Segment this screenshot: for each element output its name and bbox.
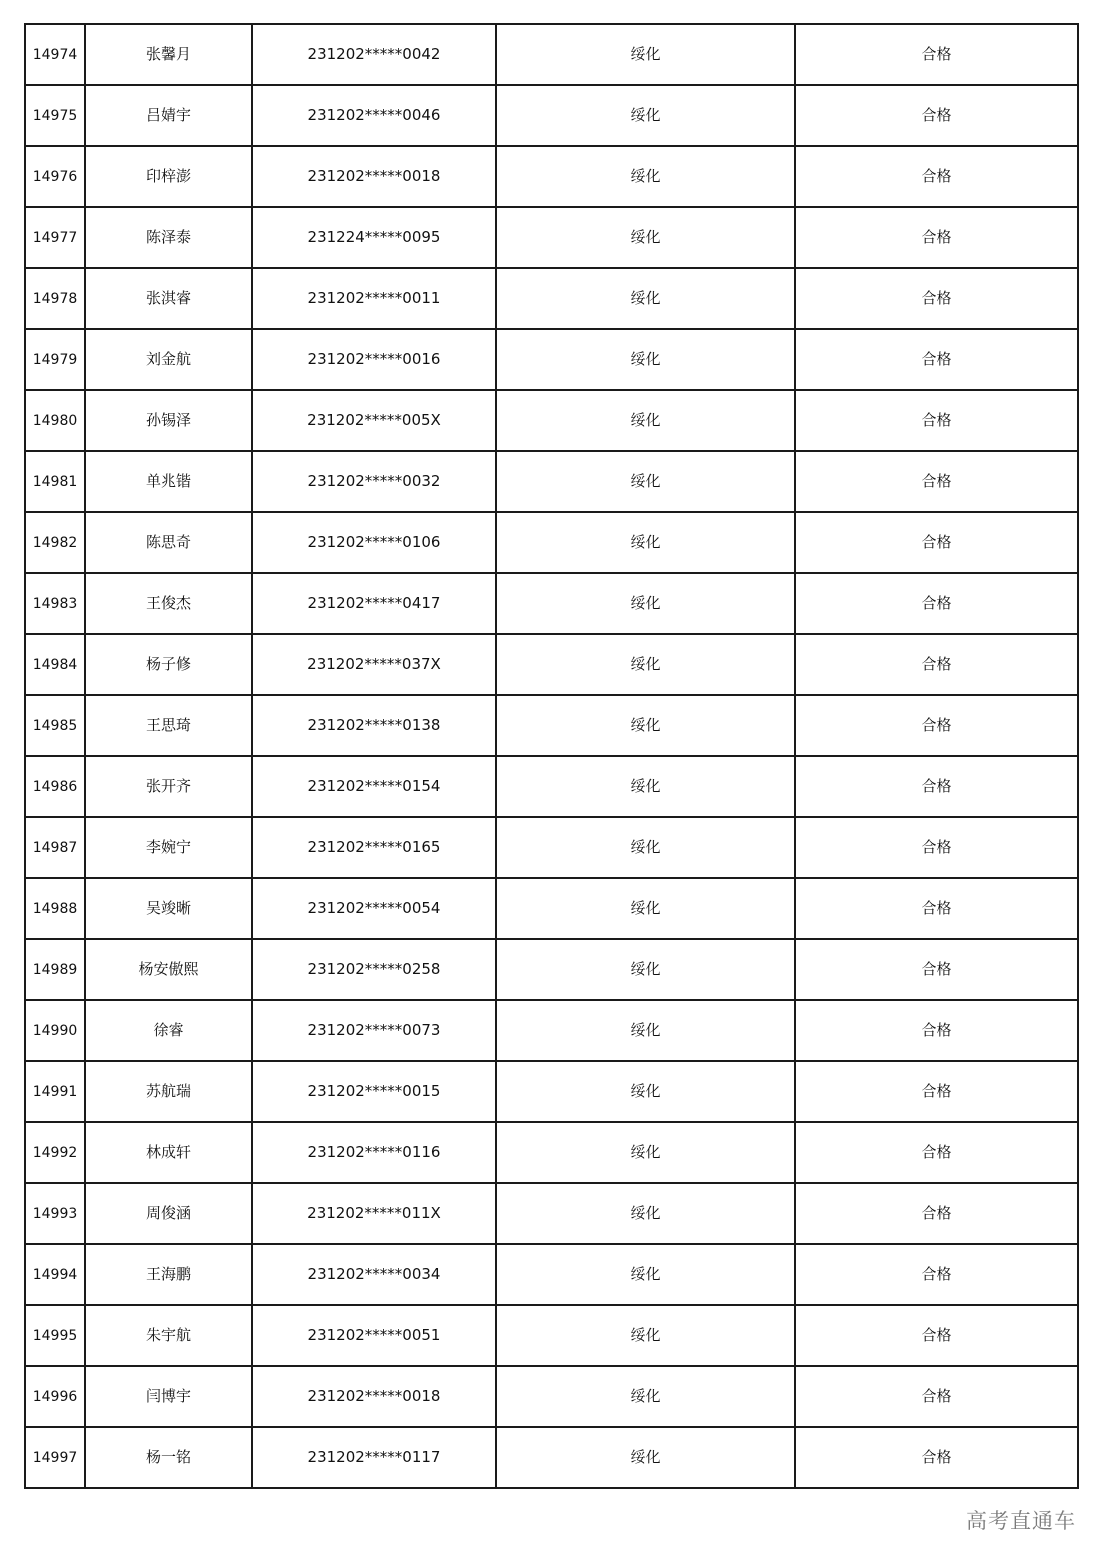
cell-name: 王俊杰: [85, 573, 252, 634]
cell-result: 合格: [795, 1183, 1078, 1244]
cell-name: 王思琦: [85, 695, 252, 756]
cell-id-number: 231202*****0165: [252, 817, 496, 878]
table-row: [25, 756, 1078, 817]
cell-seq: 14974: [25, 24, 85, 85]
table-row: [25, 207, 1078, 268]
table-row: [25, 1000, 1078, 1061]
cell-id-number: 231202*****0018: [252, 146, 496, 207]
cell-result: 合格: [795, 207, 1078, 268]
cell-location: 绥化: [496, 24, 795, 85]
cell-id-number: 231202*****0046: [252, 85, 496, 146]
cell-seq: 14983: [25, 573, 85, 634]
cell-name: 张淇睿: [85, 268, 252, 329]
table-row: [25, 1122, 1078, 1183]
cell-seq: 14988: [25, 878, 85, 939]
cell-name: 杨安傲熙: [85, 939, 252, 1000]
cell-seq: 14984: [25, 634, 85, 695]
cell-id-number: 231202*****0011: [252, 268, 496, 329]
cell-name: 陈泽泰: [85, 207, 252, 268]
cell-id-number: 231202*****0018: [252, 1366, 496, 1427]
cell-result: 合格: [795, 1427, 1078, 1488]
cell-location: 绥化: [496, 1183, 795, 1244]
cell-name: 印梓澎: [85, 146, 252, 207]
cell-result: 合格: [795, 1366, 1078, 1427]
cell-id-number: 231202*****0138: [252, 695, 496, 756]
cell-location: 绥化: [496, 85, 795, 146]
cell-location: 绥化: [496, 1122, 795, 1183]
cell-id-number: 231202*****0051: [252, 1305, 496, 1366]
table-row: [25, 573, 1078, 634]
table-row: [25, 512, 1078, 573]
table-row: [25, 329, 1078, 390]
cell-id-number: 231202*****0154: [252, 756, 496, 817]
cell-name: 闫博宇: [85, 1366, 252, 1427]
cell-id-number: 231202*****011X: [252, 1183, 496, 1244]
cell-result: 合格: [795, 756, 1078, 817]
cell-seq: 14977: [25, 207, 85, 268]
cell-name: 吕婧宇: [85, 85, 252, 146]
table-row: [25, 817, 1078, 878]
cell-name: 吴竣晰: [85, 878, 252, 939]
table-row: [25, 1061, 1078, 1122]
cell-name: 周俊涵: [85, 1183, 252, 1244]
table-row: [25, 268, 1078, 329]
cell-id-number: 231202*****0417: [252, 573, 496, 634]
cell-name: 刘金航: [85, 329, 252, 390]
cell-name: 徐睿: [85, 1000, 252, 1061]
cell-result: 合格: [795, 817, 1078, 878]
cell-location: 绥化: [496, 1244, 795, 1305]
results-table: [24, 23, 1079, 1489]
cell-id-number: 231202*****0054: [252, 878, 496, 939]
cell-result: 合格: [795, 1244, 1078, 1305]
table-row: [25, 1366, 1078, 1427]
cell-result: 合格: [795, 390, 1078, 451]
table-row: [25, 146, 1078, 207]
cell-seq: 14985: [25, 695, 85, 756]
cell-id-number: 231202*****005X: [252, 390, 496, 451]
cell-seq: 14994: [25, 1244, 85, 1305]
table-row: [25, 1244, 1078, 1305]
cell-location: 绥化: [496, 939, 795, 1000]
cell-seq: 14980: [25, 390, 85, 451]
cell-seq: 14995: [25, 1305, 85, 1366]
cell-id-number: 231202*****0117: [252, 1427, 496, 1488]
cell-location: 绥化: [496, 634, 795, 695]
cell-result: 合格: [795, 573, 1078, 634]
cell-name: 张馨月: [85, 24, 252, 85]
cell-location: 绥化: [496, 329, 795, 390]
cell-result: 合格: [795, 85, 1078, 146]
cell-result: 合格: [795, 451, 1078, 512]
cell-seq: 14992: [25, 1122, 85, 1183]
cell-location: 绥化: [496, 817, 795, 878]
cell-location: 绥化: [496, 1427, 795, 1488]
cell-location: 绥化: [496, 878, 795, 939]
cell-location: 绥化: [496, 695, 795, 756]
cell-seq: 14982: [25, 512, 85, 573]
cell-location: 绥化: [496, 268, 795, 329]
cell-id-number: 231224*****0095: [252, 207, 496, 268]
table-row: [25, 634, 1078, 695]
cell-seq: 14987: [25, 817, 85, 878]
cell-result: 合格: [795, 695, 1078, 756]
cell-seq: 14975: [25, 85, 85, 146]
cell-result: 合格: [795, 329, 1078, 390]
cell-seq: 14989: [25, 939, 85, 1000]
cell-name: 陈思奇: [85, 512, 252, 573]
cell-seq: 14978: [25, 268, 85, 329]
cell-id-number: 231202*****0106: [252, 512, 496, 573]
cell-id-number: 231202*****0116: [252, 1122, 496, 1183]
table-row: [25, 695, 1078, 756]
table-row: [25, 1183, 1078, 1244]
cell-name: 孙锡泽: [85, 390, 252, 451]
table-row: [25, 1305, 1078, 1366]
cell-id-number: 231202*****0042: [252, 24, 496, 85]
cell-location: 绥化: [496, 1000, 795, 1061]
cell-seq: 14996: [25, 1366, 85, 1427]
cell-location: 绥化: [496, 390, 795, 451]
cell-name: 单兆锴: [85, 451, 252, 512]
cell-id-number: 231202*****0016: [252, 329, 496, 390]
cell-seq: 14981: [25, 451, 85, 512]
cell-result: 合格: [795, 1122, 1078, 1183]
cell-location: 绥化: [496, 512, 795, 573]
table-row: [25, 451, 1078, 512]
cell-id-number: 231202*****0032: [252, 451, 496, 512]
cell-seq: 14976: [25, 146, 85, 207]
cell-location: 绥化: [496, 1061, 795, 1122]
table-row: [25, 24, 1078, 85]
cell-id-number: 231202*****0015: [252, 1061, 496, 1122]
cell-name: 苏航瑞: [85, 1061, 252, 1122]
cell-result: 合格: [795, 1305, 1078, 1366]
cell-id-number: 231202*****037X: [252, 634, 496, 695]
cell-location: 绥化: [496, 1305, 795, 1366]
cell-seq: 14979: [25, 329, 85, 390]
cell-location: 绥化: [496, 756, 795, 817]
cell-result: 合格: [795, 1061, 1078, 1122]
cell-seq: 14997: [25, 1427, 85, 1488]
cell-result: 合格: [795, 268, 1078, 329]
cell-seq: 14986: [25, 756, 85, 817]
cell-location: 绥化: [496, 573, 795, 634]
cell-location: 绥化: [496, 146, 795, 207]
cell-name: 林成轩: [85, 1122, 252, 1183]
cell-result: 合格: [795, 146, 1078, 207]
cell-name: 李婉宁: [85, 817, 252, 878]
cell-id-number: 231202*****0258: [252, 939, 496, 1000]
cell-location: 绥化: [496, 1366, 795, 1427]
cell-seq: 14991: [25, 1061, 85, 1122]
table-row: [25, 1427, 1078, 1488]
table-row: [25, 939, 1078, 1000]
cell-location: 绥化: [496, 207, 795, 268]
table-row: [25, 85, 1078, 146]
table-row: [25, 390, 1078, 451]
cell-result: 合格: [795, 24, 1078, 85]
table-row: [25, 878, 1078, 939]
cell-name: 朱宇航: [85, 1305, 252, 1366]
cell-name: 杨子修: [85, 634, 252, 695]
cell-seq: 14990: [25, 1000, 85, 1061]
cell-id-number: 231202*****0034: [252, 1244, 496, 1305]
cell-name: 王海鹏: [85, 1244, 252, 1305]
cell-result: 合格: [795, 939, 1078, 1000]
cell-result: 合格: [795, 1000, 1078, 1061]
cell-seq: 14993: [25, 1183, 85, 1244]
results-table-body: [25, 24, 1078, 1488]
cell-result: 合格: [795, 512, 1078, 573]
cell-result: 合格: [795, 634, 1078, 695]
cell-id-number: 231202*****0073: [252, 1000, 496, 1061]
cell-name: 杨一铭: [85, 1427, 252, 1488]
cell-name: 张开齐: [85, 756, 252, 817]
watermark-text: 高考直通车: [966, 1509, 1076, 1533]
cell-result: 合格: [795, 878, 1078, 939]
cell-location: 绥化: [496, 451, 795, 512]
